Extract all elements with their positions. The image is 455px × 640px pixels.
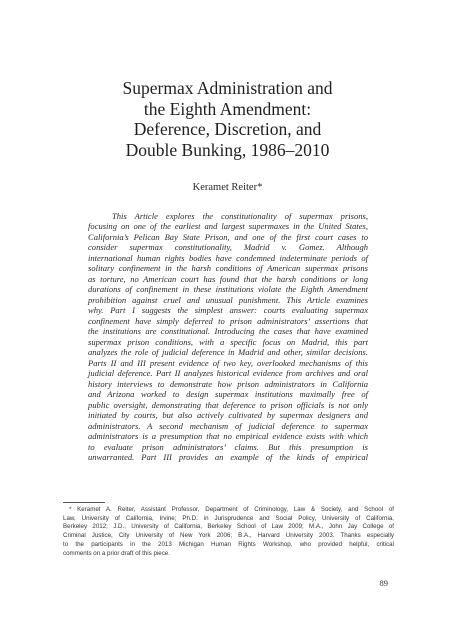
footnote-divider bbox=[63, 502, 105, 503]
abstract-line: and Arizona worked to design supermax institutions maximally free of bbox=[88, 389, 368, 400]
abstract-line: initiated by courts, but also actively cultivated by supermax designers and bbox=[88, 410, 368, 421]
abstract-line: durations of confinement in these institutions violate the Eighth Amendment bbox=[88, 284, 368, 295]
footnote-line: Criminal Justice, City University of New York 2006; B.A., Harvard University 2003. Thanks especially bbox=[63, 532, 394, 540]
title-line: Double Bunking, 1986–2010 bbox=[125, 139, 330, 160]
footnote-line: Law, University of California, Irvine; Ph.D. in Jurisprudence and Social Policy, University of California, bbox=[63, 514, 394, 522]
article-title bbox=[60, 78, 395, 160]
footnote-line: Berkeley 2012; J.D., University of California, Berkeley School of Law 2009; M.A., John Jay College of bbox=[63, 523, 394, 531]
abstract-line: as torture, no American court has found that the harsh conditions or long bbox=[88, 273, 368, 284]
abstract-line: analyzes the role of judicial deference in Madrid and other, similar decisions. bbox=[88, 347, 368, 358]
abstract-line: why. Part I suggests the simplest answer: courts evaluating supermax bbox=[88, 305, 368, 316]
abstract-line: consider supermax constitutionality, Madrid v. Gomez. Although bbox=[88, 242, 368, 253]
title-line: Supermax Administration and bbox=[122, 78, 333, 98]
abstract-line: This Article explores the constitutionality of supermax prisons, bbox=[112, 211, 368, 221]
abstract bbox=[88, 211, 368, 463]
abstract-line: administrators. A second mechanism of judicial deference to supermax bbox=[88, 420, 368, 431]
abstract-line: California’s Pelican Bay State Prison, and one of the first court cases to bbox=[88, 231, 368, 242]
abstract-line: supermax prison conditions, with a specific focus on Madrid, this part bbox=[88, 336, 368, 347]
title-line: Deference, Discretion, and bbox=[133, 119, 322, 139]
abstract-line: international human rights bodies have condemned indeterminate periods of bbox=[88, 252, 368, 263]
abstract-line: solitary confinement in the harsh conditions of American supermax prisons bbox=[88, 263, 368, 274]
author-footnote bbox=[63, 506, 394, 558]
abstract-line: the institutions are constitutional. Introducing the cases that have examined bbox=[88, 326, 368, 337]
abstract-line: to evaluate prison administrators’ claims. But this presumption is bbox=[88, 441, 368, 452]
abstract-line: confinement have simply deferred to prison administrators’ assertions that bbox=[88, 315, 368, 326]
abstract-line: public oversight, demonstrating that deference to prison officials is not only bbox=[88, 399, 368, 410]
footnote-line: comments on a prior draft of this piece. bbox=[63, 549, 170, 557]
abstract-line: judicial deference. Part II analyzes historical evidence from archives and oral bbox=[88, 368, 368, 379]
abstract-line: Parts II and III present evidence of two key, overlooked mechanisms of this bbox=[88, 357, 368, 368]
footnote-line: to the participants in the 2013 Michigan Human Rights Workshop, who provided helpful, critical bbox=[63, 540, 394, 548]
title-line: the Eighth Amendment: bbox=[143, 98, 312, 119]
abstract-line: unwarranted. Part III provides an example of the kinds of empirical bbox=[88, 452, 368, 463]
footnote-line: * Keramet A. Reiter, Assistant Professor, Department of Criminology, Law & Society, and School of bbox=[69, 506, 394, 513]
page-number: 89 bbox=[379, 578, 388, 588]
abstract-line: focusing on one of the earliest and largest supermaxes in the United States, bbox=[88, 221, 368, 232]
abstract-line: prohibition against cruel and unusual punishment. This Article examines bbox=[88, 294, 368, 305]
abstract-line: history interviews to demonstrate how prison administrators in California bbox=[88, 378, 368, 389]
abstract-line: administrators is a presumption that no empirical evidence exists with which bbox=[88, 431, 368, 442]
author-name: Keramet Reiter* bbox=[192, 182, 263, 193]
